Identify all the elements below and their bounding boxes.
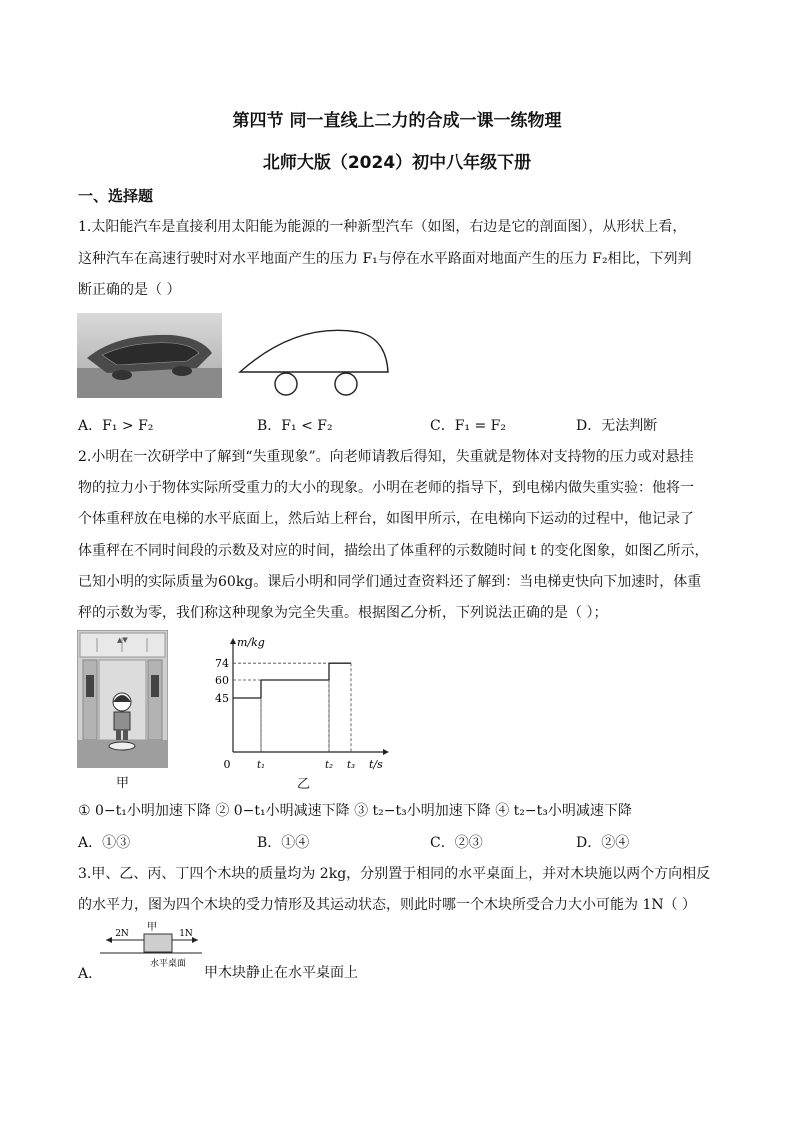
q2-line-2: 物的拉力小于物体实际所受重力的大小的现象。小明在老师的指导下，到电梯内做失重实验：他将一 bbox=[78, 480, 694, 496]
q1-option-a[interactable]: A．F₁ > F₂ bbox=[78, 418, 154, 434]
x-tick-label: t₂ bbox=[324, 760, 334, 771]
q2-line-4: 体重秤在不同时间段的示数及对应的时间，描绘出了体重秤的示数随时间 t 的变化图象，如图乙所示， bbox=[78, 543, 709, 559]
y-axis-arrow-icon bbox=[230, 638, 236, 644]
car-cross-section-diagram bbox=[236, 326, 396, 398]
q3-line-2: 的水平力，图为四个木块的受力情形及其运动状态，则此时哪一个木块所受合力大小可能为 1N（ ） bbox=[78, 897, 697, 913]
q3-option-a-label[interactable]: A． bbox=[78, 966, 103, 982]
q1-option-d[interactable]: D．无法判断 bbox=[576, 418, 658, 434]
q2-option-b[interactable]: B．①④ bbox=[257, 835, 310, 851]
section-heading: 一、选择题 bbox=[78, 187, 154, 205]
figure-yi-caption: 乙 bbox=[297, 777, 311, 792]
x-axis-arrow-icon bbox=[383, 749, 389, 755]
x-tick-label: t₁ bbox=[256, 760, 266, 771]
q1-line-2: 这种汽车在高速行驶时对水平地面产生的压力 F₁与停在水平路面对地面产生的压力 F₂相比，下列判 bbox=[78, 251, 692, 267]
mass-time-chart bbox=[205, 630, 395, 775]
right-arrow-icon bbox=[192, 937, 198, 943]
q3-line-1: 3.甲、乙、丙、丁四个木块的质量均为 2kg，分别置于相同的水平桌面上，并对木块施以两个方向相反 bbox=[78, 866, 711, 882]
page-subtitle: 北师大版（2024）初中八年级下册 bbox=[262, 153, 532, 173]
x-tick-label: t₃ bbox=[346, 760, 356, 771]
q2-line-1: 2.小明在一次研学中了解到“失重现象”。向老师请教后得知，失重就是物体对支持物的压力或对悬挂 bbox=[78, 449, 694, 465]
q2-statements: ① 0−t₁小明加速下降 ② 0−t₁小明减速下降 ③ t₂−t₃小明加速下降 ④ t₂−t₃小明减速下降 bbox=[78, 803, 632, 819]
y-tick-label: 45 bbox=[215, 692, 229, 705]
q2-option-c[interactable]: C．②③ bbox=[430, 835, 483, 851]
y-tick-label: 60 bbox=[215, 674, 229, 687]
elevator-illustration bbox=[77, 630, 168, 768]
page-title: 第四节 同一直线上二力的合成一课一练物理 bbox=[232, 111, 562, 131]
figure-jia-caption: 甲 bbox=[116, 776, 130, 791]
left-arrow-icon bbox=[106, 937, 112, 943]
q1-line-1: 1.太阳能汽车是直接利用太阳能为能源的一种新型汽车（如图，右边是它的剖面图），从形状上看， bbox=[78, 219, 687, 235]
q2-option-d[interactable]: D．②④ bbox=[576, 835, 630, 851]
y-axis-label: m/kg bbox=[237, 636, 265, 649]
block-name-label: 甲 bbox=[147, 922, 157, 933]
right-force-label: 1N bbox=[179, 929, 193, 939]
y-tick-label: 74 bbox=[215, 657, 229, 671]
q2-option-a[interactable]: A．①③ bbox=[78, 835, 131, 851]
q1-option-b[interactable]: B．F₁ < F₂ bbox=[257, 418, 333, 434]
q2-line-6: 秤的示数为零，我们称这种现象为完全失重。根据图乙分析，下列说法正确的是（ ）； bbox=[78, 605, 608, 621]
origin-label: 0 bbox=[223, 758, 231, 771]
solar-car-photo bbox=[77, 313, 222, 398]
q3-option-a-text[interactable]: 甲木块静止在水平桌面上 bbox=[204, 965, 358, 981]
q2-line-3: 个体重秤放在电梯的水平底面上，然后站上秤台，如图甲所示，在电梯向下运动的过程中，他记录了 bbox=[78, 511, 694, 527]
block-force-diagram bbox=[100, 920, 202, 972]
left-force-label: 2N bbox=[115, 929, 129, 939]
x-axis-label: t/s bbox=[369, 758, 383, 771]
svg-text:▲▼: ▲▼ bbox=[117, 636, 128, 644]
q1-line-3: 断正确的是（ ） bbox=[78, 282, 181, 298]
q2-line-5: 已知小明的实际质量为60kg。课后小明和同学们通过查资料还了解到：当电梯吏快向下加速时，体重 bbox=[78, 574, 702, 590]
q1-option-c[interactable]: C．F₁ = F₂ bbox=[430, 418, 506, 434]
surface-label: 水平桌面 bbox=[149, 959, 187, 969]
